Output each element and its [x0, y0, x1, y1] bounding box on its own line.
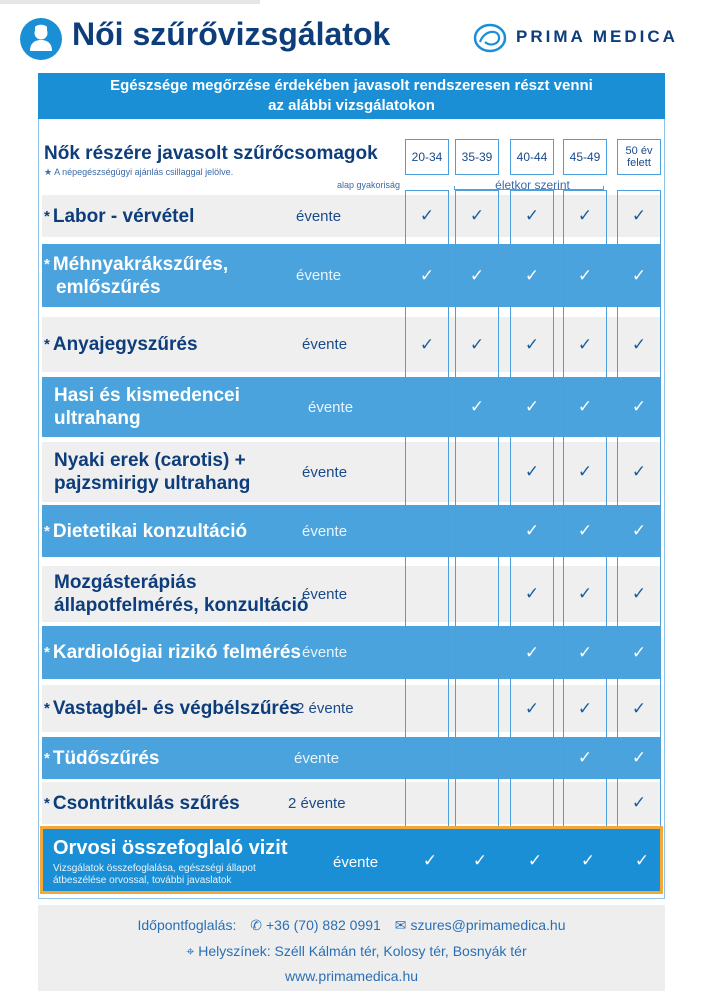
booking-label: Időpontfoglalás: — [137, 917, 237, 933]
screening-name-text: Dietetikai konzultáció — [52, 521, 248, 542]
check-icon: ✓ — [524, 397, 540, 416]
footer-website-line — [38, 968, 665, 984]
screening-row — [42, 626, 661, 679]
check-icon: ✓ — [631, 748, 647, 767]
screening-name — [44, 747, 159, 770]
screening-name — [44, 333, 198, 356]
check-icon: ✓ — [577, 748, 593, 767]
logo-swirl-icon — [472, 20, 508, 56]
screening-name-line-1 — [44, 253, 228, 276]
screening-name — [54, 449, 250, 495]
check-icon: ✓ — [577, 584, 593, 603]
check-icon: ✓ — [631, 206, 647, 225]
screening-name-text: Csontritkulás szűrés — [52, 793, 240, 814]
check-icon: ✓ — [419, 335, 435, 354]
screening-frequency: évente — [296, 208, 342, 225]
screening-name-line-2: emlőszűrés — [56, 277, 161, 298]
screening-row — [42, 442, 661, 502]
screening-frequency: évente — [296, 267, 342, 284]
screening-frequency: évente — [302, 523, 348, 540]
check-icon: ✓ — [631, 643, 647, 662]
check-icon: ✓ — [469, 266, 485, 285]
locations-text: Helyszínek: Széll Kálmán tér, Kolosy tér, Bosnyák tér — [198, 943, 527, 959]
screening-name-text: Kardiológiai rizikó felmérés — [52, 642, 301, 663]
check-icon: ✓ — [524, 335, 540, 354]
check-icon: ✓ — [577, 643, 593, 662]
screening-row — [42, 782, 661, 824]
screening-frequency: évente — [302, 336, 348, 353]
age-header: életkor szerint — [495, 178, 570, 192]
intro-banner — [38, 73, 665, 119]
screening-frequency: évente — [294, 750, 340, 767]
check-icon: ✓ — [524, 584, 540, 603]
screening-name — [44, 792, 240, 815]
screening-row — [42, 566, 661, 622]
screening-name — [54, 571, 308, 617]
recommended-star: * — [44, 256, 50, 273]
screening-name-line-1 — [44, 520, 247, 543]
screening-name-line-2: pajzsmirigy ultrahang — [54, 473, 251, 494]
screening-name-line-1 — [54, 384, 240, 407]
screening-frequency: 2 évente — [288, 795, 346, 812]
star-note: ★ A népegészségügyi ajánlás csillaggal jelölve. — [44, 167, 234, 177]
screening-name — [44, 697, 300, 720]
final-row-description-1: Vizsgálatok összefoglalása, egészségi állapot — [53, 863, 256, 874]
page-title: Női szűrővizsgálatok — [72, 16, 391, 52]
website-link[interactable]: www.primamedica.hu — [284, 968, 419, 984]
check-icon: ✓ — [577, 699, 593, 718]
screening-name-text: Nyaki erek (carotis) + — [54, 450, 246, 471]
screening-name-line-1 — [44, 697, 300, 720]
check-icon: ✓ — [634, 851, 650, 870]
screening-name — [54, 384, 240, 430]
screening-name-text: Anyajegyszűrés — [52, 334, 198, 355]
screening-name-line-2: ultrahang — [54, 408, 141, 429]
recommended-star: * — [44, 644, 50, 661]
check-icon: ✓ — [524, 266, 540, 285]
recommended-star: * — [44, 523, 50, 540]
check-icon: ✓ — [469, 397, 485, 416]
screening-frequency: évente — [302, 644, 348, 661]
screening-row — [42, 377, 661, 437]
final-row-frequency: évente — [333, 854, 379, 871]
screening-row — [42, 737, 661, 779]
recommended-star: * — [44, 795, 50, 812]
woman-doctor-icon — [20, 18, 62, 60]
check-icon: ✓ — [524, 643, 540, 662]
phone-link[interactable]: +36 (70) 882 0991 — [265, 917, 381, 933]
screening-name-line-1 — [44, 792, 240, 815]
final-summary-row — [40, 826, 663, 894]
mail-icon: ✉ — [394, 917, 407, 933]
screening-frequency: évente — [308, 399, 354, 416]
location-pin-icon: ⌖ — [186, 943, 195, 959]
check-icon: ✓ — [631, 462, 647, 481]
screening-row — [42, 195, 661, 237]
screening-name — [44, 205, 194, 228]
frequency-header: alap gyakoriság — [336, 180, 400, 190]
logo-text: PRIMA MEDICA — [516, 27, 678, 46]
screening-frequency: évente — [302, 464, 348, 481]
email-link[interactable]: szures@primamedica.hu — [410, 917, 566, 933]
screening-name-text: Labor - vérvétel — [52, 206, 195, 227]
check-icon: ✓ — [631, 266, 647, 285]
final-row-label: Orvosi összefoglaló vizit — [53, 837, 288, 859]
check-icon: ✓ — [524, 699, 540, 718]
check-icon: ✓ — [422, 851, 438, 870]
screening-name-line-2: állapotfelmérés, konzultáció — [54, 595, 309, 616]
top-strip — [0, 0, 260, 4]
screening-name — [44, 253, 228, 299]
check-icon: ✓ — [631, 699, 647, 718]
recommended-star: * — [44, 700, 50, 717]
check-icon: ✓ — [524, 206, 540, 225]
check-icon: ✓ — [577, 206, 593, 225]
check-icon: ✓ — [631, 521, 647, 540]
screening-name-line-1 — [44, 205, 194, 228]
screening-row — [42, 244, 661, 307]
screening-name-text: Hasi és kismedencei — [54, 385, 240, 406]
screening-row — [42, 505, 661, 557]
screening-name-line-1 — [54, 449, 250, 472]
recommended-star: * — [44, 336, 50, 353]
screening-name — [44, 520, 247, 543]
screening-name-line-1 — [44, 641, 301, 664]
screening-frequency: 2 évente — [296, 700, 354, 717]
screening-row — [42, 685, 661, 732]
check-icon: ✓ — [580, 851, 596, 870]
phone-icon: ✆ — [250, 917, 262, 933]
screening-name-text: Méhnyakrákszűrés, — [52, 254, 229, 275]
check-icon: ✓ — [472, 851, 488, 870]
check-icon: ✓ — [469, 335, 485, 354]
screening-name-text: Mozgásterápiás — [54, 572, 197, 593]
age-group-50-plus: 50 év felett — [617, 139, 661, 175]
banner-line-2: az alábbi vizsgálatokon — [268, 97, 435, 114]
check-icon: ✓ — [577, 521, 593, 540]
screening-frequency: évente — [302, 586, 348, 603]
check-icon: ✓ — [469, 206, 485, 225]
packages-title: Nők részére javasolt szűrőcsomagok — [44, 143, 378, 164]
screening-name-text: Tüdőszűrés — [52, 748, 160, 769]
check-icon: ✓ — [577, 397, 593, 416]
recommended-star: * — [44, 750, 50, 767]
age-group-35-39: 35-39 — [455, 139, 499, 175]
check-icon: ✓ — [524, 521, 540, 540]
check-icon: ✓ — [419, 266, 435, 285]
check-icon: ✓ — [577, 266, 593, 285]
footer-contact-line — [38, 917, 665, 934]
check-icon: ✓ — [631, 335, 647, 354]
footer-locations-line — [38, 943, 665, 960]
check-icon: ✓ — [419, 206, 435, 225]
final-row-description-2: átbeszélése orvossal, további javaslatok — [53, 875, 232, 886]
recommended-star: * — [44, 208, 50, 225]
screening-name-line-1 — [54, 571, 308, 594]
check-icon: ✓ — [631, 397, 647, 416]
screening-row — [42, 317, 661, 372]
check-icon: ✓ — [527, 851, 543, 870]
check-icon: ✓ — [631, 793, 647, 812]
check-icon: ✓ — [631, 584, 647, 603]
screening-name-text: Vastagbél- és végbélszűrés — [52, 698, 300, 719]
contact-footer — [38, 905, 665, 991]
screening-name-line-1 — [44, 333, 198, 356]
age-group-40-44: 40-44 — [510, 139, 554, 175]
final-row-description — [53, 863, 256, 887]
screening-name-line-1 — [44, 747, 159, 770]
check-icon: ✓ — [577, 462, 593, 481]
screening-name — [44, 641, 301, 664]
check-icon: ✓ — [577, 335, 593, 354]
banner-line-1: Egészsége megőrzése érdekében javasolt rendszeresen részt venni — [110, 77, 593, 94]
check-icon: ✓ — [524, 462, 540, 481]
age-group-20-34: 20-34 — [405, 139, 449, 175]
age-group-45-49: 45-49 — [563, 139, 607, 175]
